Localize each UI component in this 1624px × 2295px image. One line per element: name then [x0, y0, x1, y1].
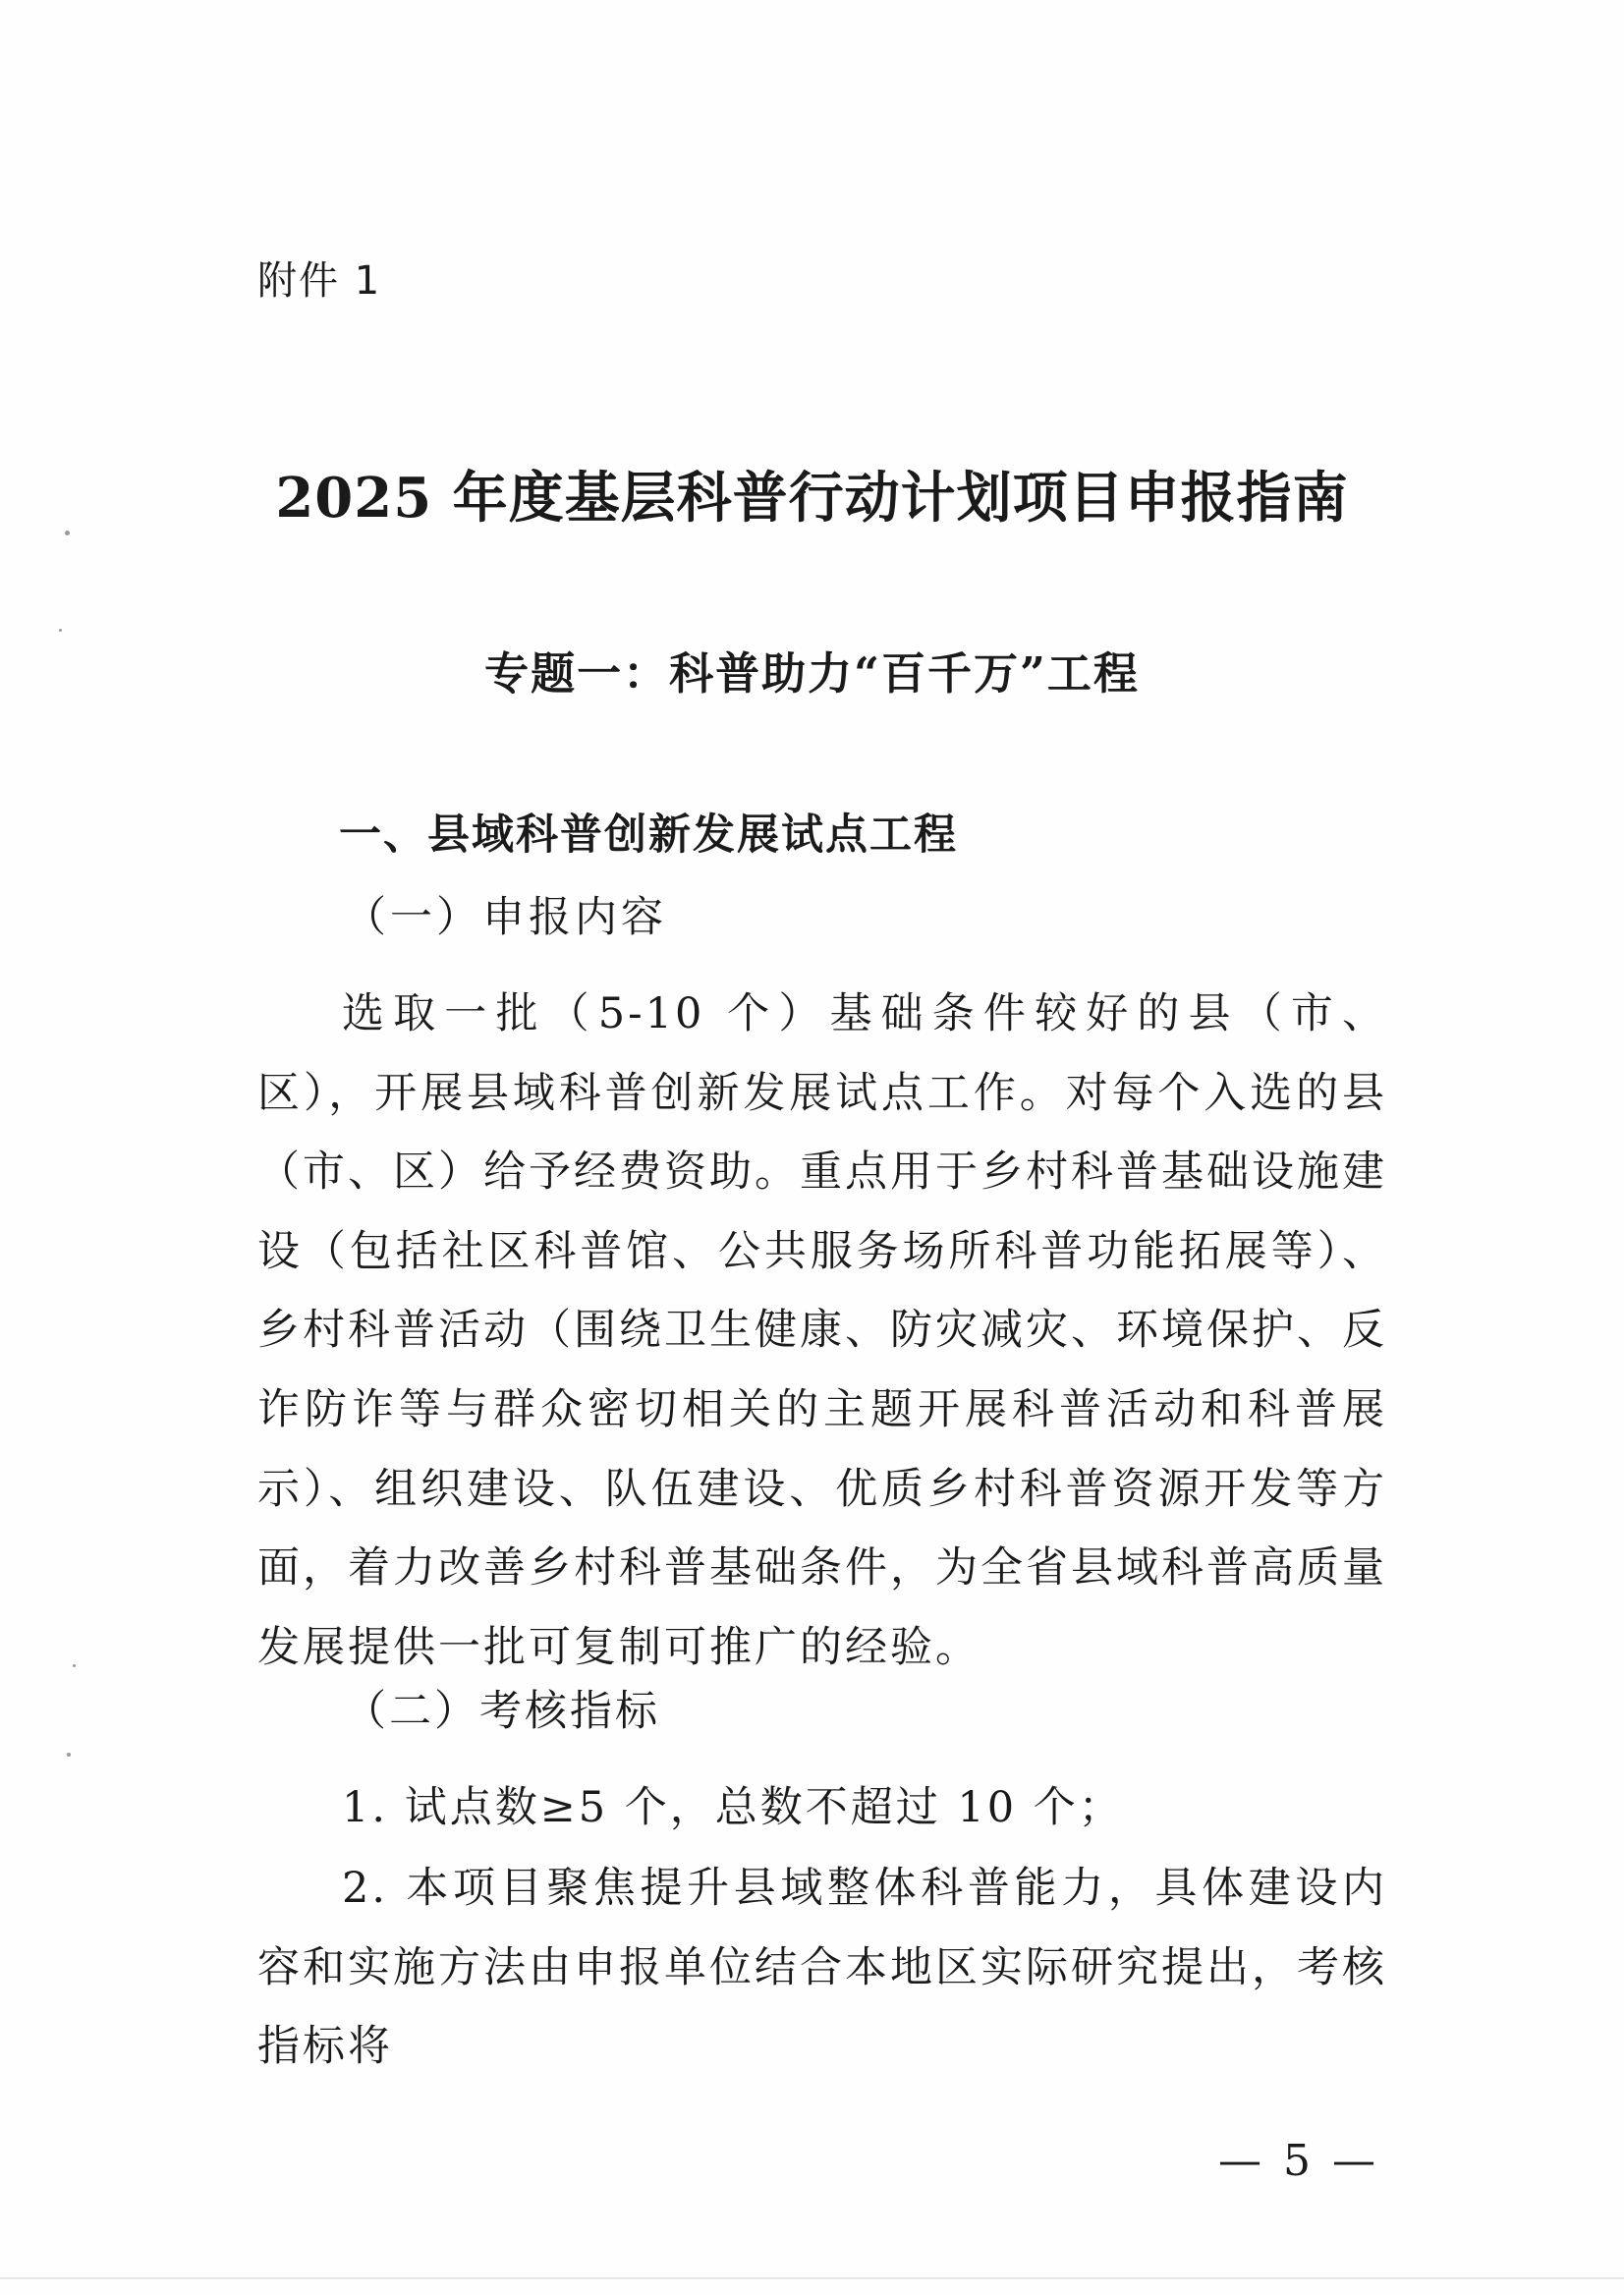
indicator-item-2: 2. 本项目聚焦提升县域整体科普能力，具体建设内容和实施方法由申报单位结合本地区实际研究提出，考核指标将 — [257, 1864, 1387, 2072]
subsection-heading-indicators: （二）考核指标 — [344, 1687, 660, 1736]
document-subtitle: 专题一：科普助力“百千万”工程 — [484, 647, 1140, 700]
scan-speck — [65, 531, 70, 535]
indicator-item-1: 1. 试点数≥5 个，总数不超过 10 个； — [342, 1783, 1124, 1832]
page-number: — 5 — — [1218, 2136, 1379, 2186]
body-paragraph: 选取一批（5-10 个）基础条件较好的县（市、区），开展县域科普创新发展试点工作。对每个入选的县（市、区）给予经费资助。重点用于乡村科普基础设施建设（包括社区科普馆、公共服务场所科普功能拓展等）、乡村科普活动（围绕卫生健康、防灾减灾、环境保护、反诈防诈等与群众密切相关的主题开展科普活动和科普展示）、组织建设、队伍建设、优质乡村科普资源开发等方面，着力改善乡村科普基础条件，为全省县域科普高质量发展提供一批可复制可推广的经验。 — [257, 989, 1387, 1672]
page-bottom-edge — [0, 2277, 1624, 2279]
section-heading: 一、县域科普创新发展试点工程 — [339, 811, 958, 860]
scan-speck — [67, 1753, 71, 1757]
attachment-label: 附件 1 — [257, 258, 382, 304]
scan-speck — [73, 1664, 76, 1667]
subsection-heading-content: （一）申报内容 — [344, 893, 667, 942]
document-title: 2025 年度基层科普行动计划项目申报指南 — [275, 466, 1349, 531]
scan-speck — [59, 629, 62, 632]
